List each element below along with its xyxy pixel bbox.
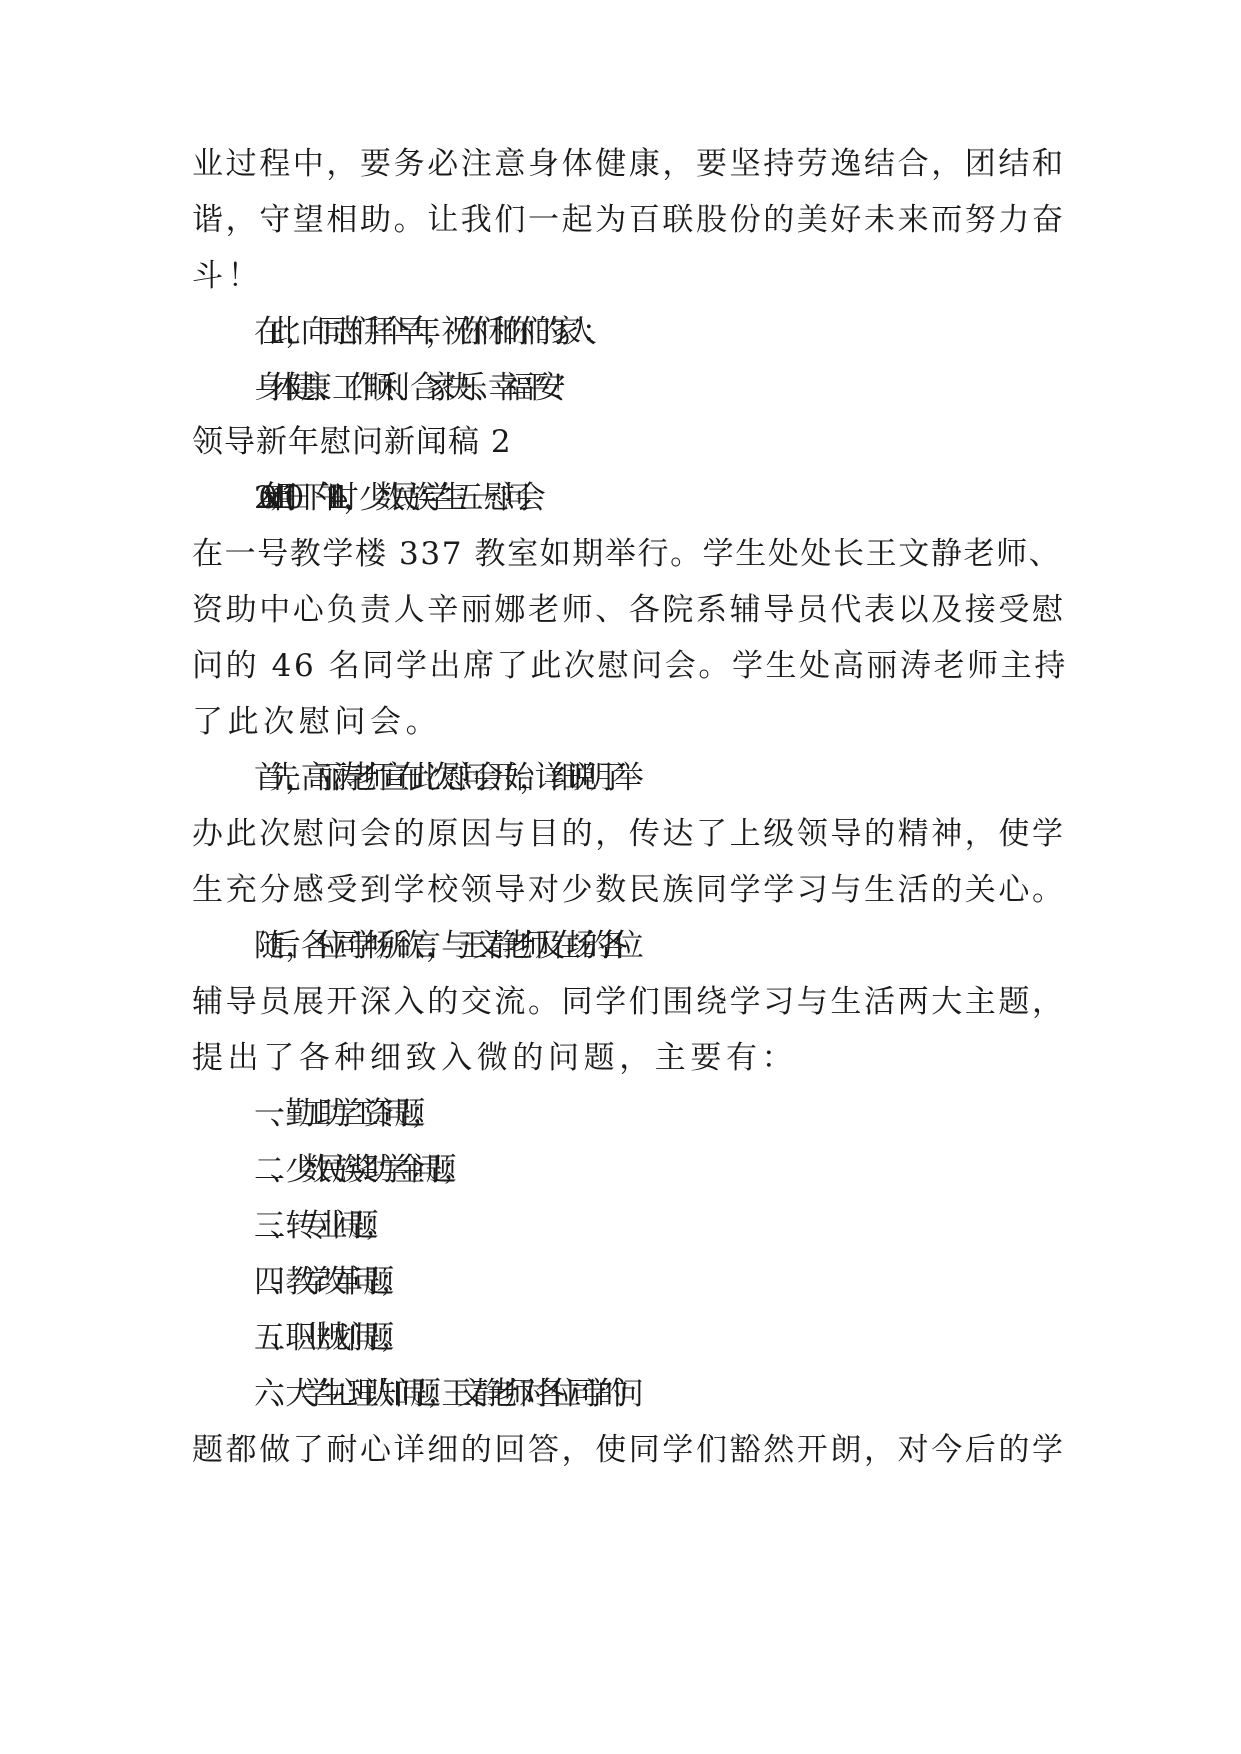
body-text-line: 办此次慰问会的原因与目的，传达了上级领导的精神，使学 xyxy=(192,816,1066,852)
body-text-line: 谐，守望相助。让我们一起为百联股份的美好未来而努力奋 xyxy=(192,202,1066,238)
body-text-line: 生充分感受到学校领导对少数民族同学学习与生活的关心。 xyxy=(192,872,1066,908)
list-item: 三、转专业问题； xyxy=(254,1208,379,1244)
body-text-line: 资助中心负责人辛丽娜老师、各院系辅导员代表以及接受慰 xyxy=(192,592,1066,628)
section-heading: 领导新年慰问新闻稿 2 xyxy=(192,424,512,460)
body-text-line: 业过程中，要务必注意身体健康，要坚持劳逸结合，团结和 xyxy=(192,146,1066,182)
list-item: 一、勤工助学工资问题； xyxy=(254,1096,426,1132)
body-text-line: 问的 46 名同学出席了此次慰问会。学生处高丽涛老师主持 xyxy=(192,648,1068,684)
body-text-line: 题都做了耐心详细的回答，使同学们豁然开朗，对今后的学 xyxy=(192,1432,1066,1468)
list-item: 五、职业规划问题； xyxy=(254,1320,395,1356)
body-text-line: 身体健康、工作顺利、合家快乐、幸福平安！ xyxy=(254,370,566,406)
body-text-line: 20xx 年 1 月 10 日下午 14 时，少数民族学生五一慰问会 xyxy=(254,480,531,516)
list-item: 二、少数民族奖助学金问题； xyxy=(254,1152,457,1188)
body-text-line: 了此次慰问会。 xyxy=(192,704,442,740)
body-text-line: 辅导员展开深入的交流。同学们围绕学习与生活两大主题， xyxy=(192,984,1066,1020)
body-text-line: 在此，向同志们拜个早年，祝你们和你们的家人： xyxy=(254,314,598,350)
body-text-line: 在一号教学楼 337 教室如期举行。学生处处长王文静老师、 xyxy=(192,536,1062,572)
body-text-line: 首先，高丽涛老师宣布此次慰问会开始，详细说明了举 xyxy=(254,760,629,796)
list-item: 四、教学改革问题； xyxy=(254,1264,395,1300)
list-item: 六、大学生心理认知问题；王文静老师对各位同学的问 xyxy=(254,1376,629,1412)
body-text-line: 随后，各位同学畅所欲言，与王文静老师及在场的各位 xyxy=(254,928,629,964)
body-text-line: 提出了各种细致入微的问题，主要有： xyxy=(192,1040,798,1076)
body-text-line: 斗！ xyxy=(192,258,264,294)
